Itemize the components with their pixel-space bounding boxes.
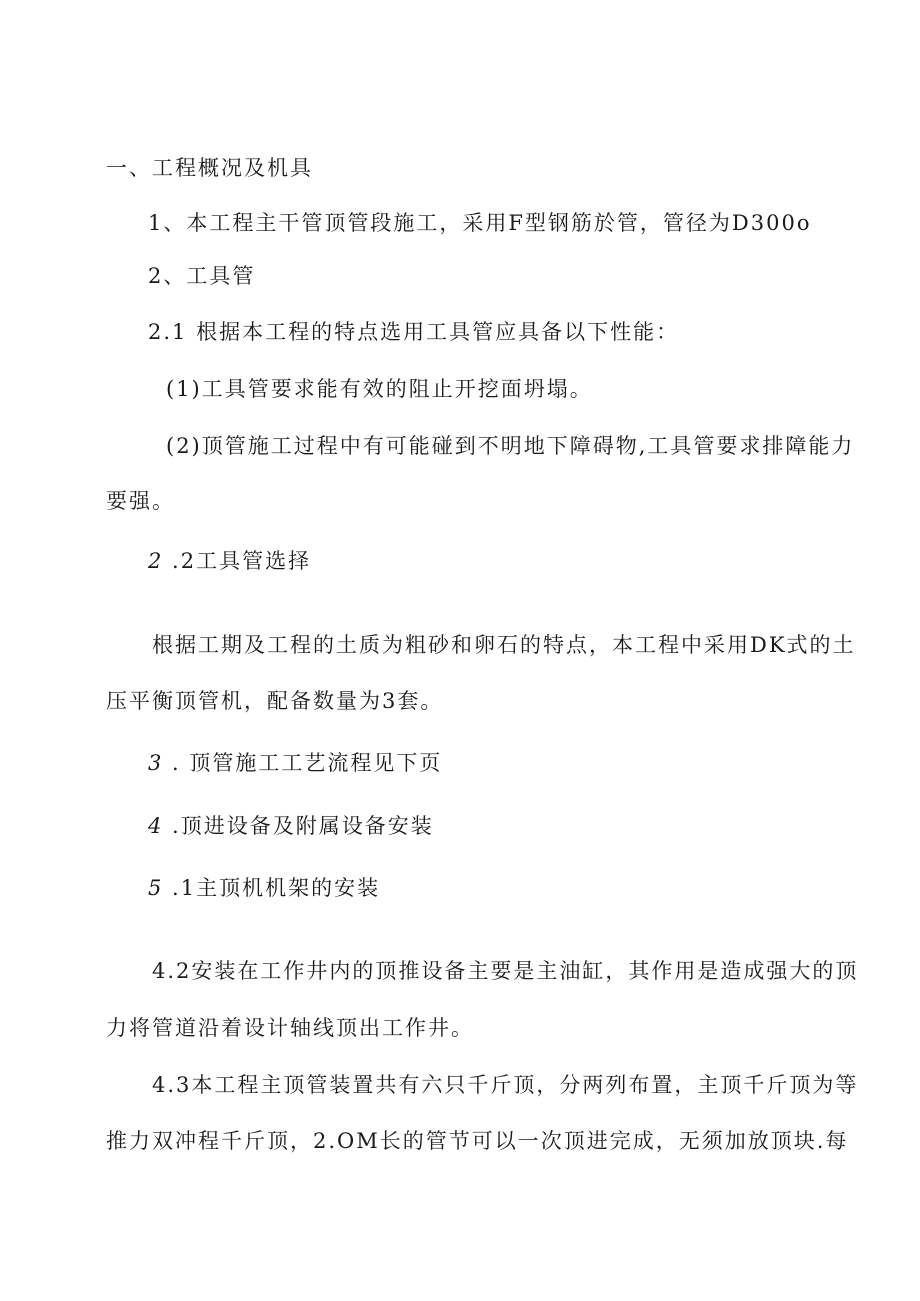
paragraph-line: 2、工具管	[148, 264, 256, 288]
heading-text: .1主顶机机架的安装	[163, 876, 381, 900]
list-number: 5	[148, 876, 164, 900]
heading-text: .顶进设备及附属设备安装	[163, 814, 434, 838]
paragraph-line: (1)工具管要求能有效的阻止开挖面坍塌。	[166, 377, 593, 401]
paragraph-line: 要强。	[106, 489, 175, 513]
list-number: 3	[148, 751, 164, 775]
heading-text: . 顶管施工工艺流程见下页	[163, 751, 443, 775]
paragraph-line: 力将管道沿着设计轴线顶出工作井。	[106, 1016, 474, 1040]
list-number: 2	[148, 549, 164, 573]
paragraph-line: 压平衡顶管机，配备数量为3套。	[106, 689, 444, 713]
paragraph-line: 4.3本工程主顶管装置共有六只千斤顶，分两列布置，主顶千斤顶为等	[152, 1073, 859, 1097]
subsection-heading	[148, 548, 311, 574]
paragraph-line: 2.1 根据本工程的特点选用工具管应具备以下性能：	[148, 320, 680, 344]
paragraph-line: 推力双冲程千斤顶，2.OM长的管节可以一次顶进完成，无须加放顶块.每	[106, 1129, 849, 1153]
subsection-heading	[148, 813, 434, 839]
subsection-heading	[148, 875, 380, 901]
paragraph-line: 根据工期及工程的土质为粗砂和卵石的特点，本工程中采用DK式的土	[152, 633, 856, 657]
paragraph-line: 4.2安装在工作井内的顶推设备主要是主油缸，其作用是造成强大的顶	[152, 959, 859, 983]
section-heading: 一、工程概况及机具	[106, 156, 313, 180]
paragraph-line: 1、本工程主干管顶管段施工，采用F型钢筋於管，管径为D300o	[148, 211, 812, 235]
paragraph-line: (2)顶管施工过程中有可能碰到不明地下障碍物,工具管要求排障能力	[166, 434, 855, 458]
list-number: 4	[148, 814, 164, 838]
heading-text: .2工具管选择	[163, 549, 312, 573]
subsection-heading	[148, 750, 442, 776]
